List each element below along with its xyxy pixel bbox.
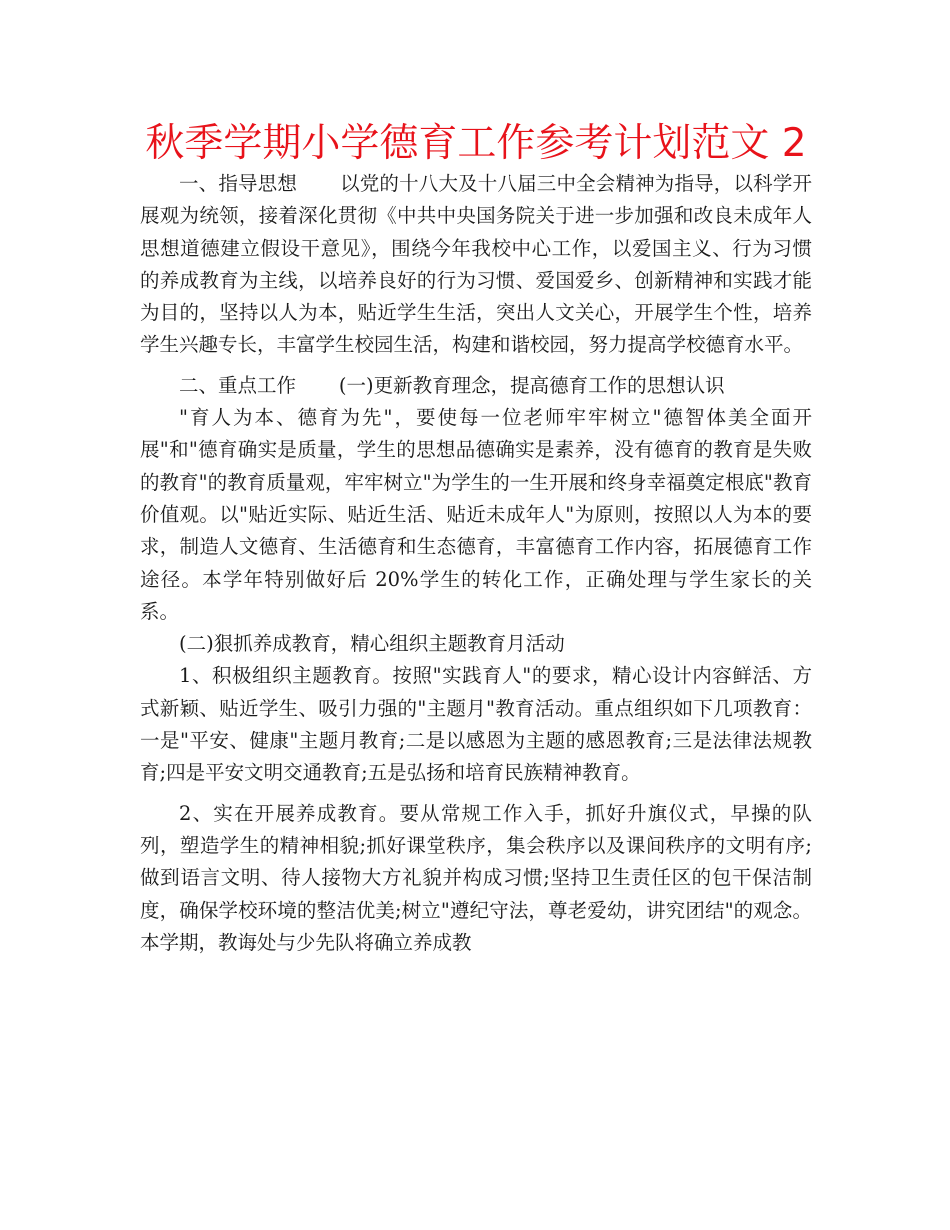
- document-title: 秋季学期小学德育工作参考计划范文 2: [145, 121, 807, 166]
- document-body: [140, 168, 812, 959]
- paragraph: "育人为本、德育为先"，要使每一位老师牢牢树立"德智体美全面开展"和"德育确实是质量，学生的思想品德确实是素养，没有德育的教育是失败的教育"的教育质量观，牢牢树立"为学生的一生开展和终身幸福奠定根底"教育价值观。以"贴近实际、贴近生活、贴近未成年人"为原则，按照以人为本的要求，制造人文德育、生活德育和生态德育，丰富德育工作内容，拓展德育工作途径。本学年特别做好后 20%学生的转化工作，正确处理与学生家长的关系。: [140, 406, 812, 623]
- paragraph: 2、实在开展养成教育。要从常规工作入手，抓好升旗仪式，早操的队列，塑造学生的精神相貌;抓好课堂秩序，集会秩序以及课间秩序的文明有序;做到语言文明、待人接物大方礼貌并构成习惯;坚持卫生责任区的包干保洁制度，确保学校环境的整洁优美;树立"遵纪守法，尊老爱幼，讲究团结"的观念。本学期，教诲处与少先队将确立养成教: [140, 801, 812, 954]
- section-heading: 一、指导思想: [179, 172, 298, 195]
- section-heading: 二、重点工作: [179, 373, 297, 397]
- section-text: 以党的十八大及十八届三中全会精神为指导，以科学开展观为统领，接着深化贯彻《中共中央国务院关于进一步加强和改良未成年人思想道德建立假设干意见》，围绕今年我校中心工作，以爱国主义、行为习惯的养成教育为主线，以培养良好的行为习惯、爱国爱乡、创新精神和实践才能为目的，坚持以人为本，贴近学生生活，突出人文关心，开展学生个性，培养学生兴趣专长，丰富学生校园生活，构建和谐校园，努力提高学校德育水平。: [140, 172, 812, 357]
- section-guiding-ideology: [140, 168, 812, 362]
- paragraph: (二)狠抓养成教育，精心组织主题教育月活动: [179, 632, 565, 656]
- section-key-work: [140, 370, 812, 402]
- document-page: [140, 120, 812, 959]
- section-text: (一)更新教育理念，提高德育工作的思想认识: [338, 373, 725, 397]
- paragraph: 1、积极组织主题教育。按照"实践育人"的要求，精心设计内容鲜活、方式新颖、贴近学生、吸引力强的"主题月"教育活动。重点组织如下几项教育：一是"平安、健康"主题月教育;二是以感恩为主题的感恩教育;三是法律法规教育;四是平安文明交通教育;五是弘扬和培育民族精神教育。: [140, 664, 812, 785]
